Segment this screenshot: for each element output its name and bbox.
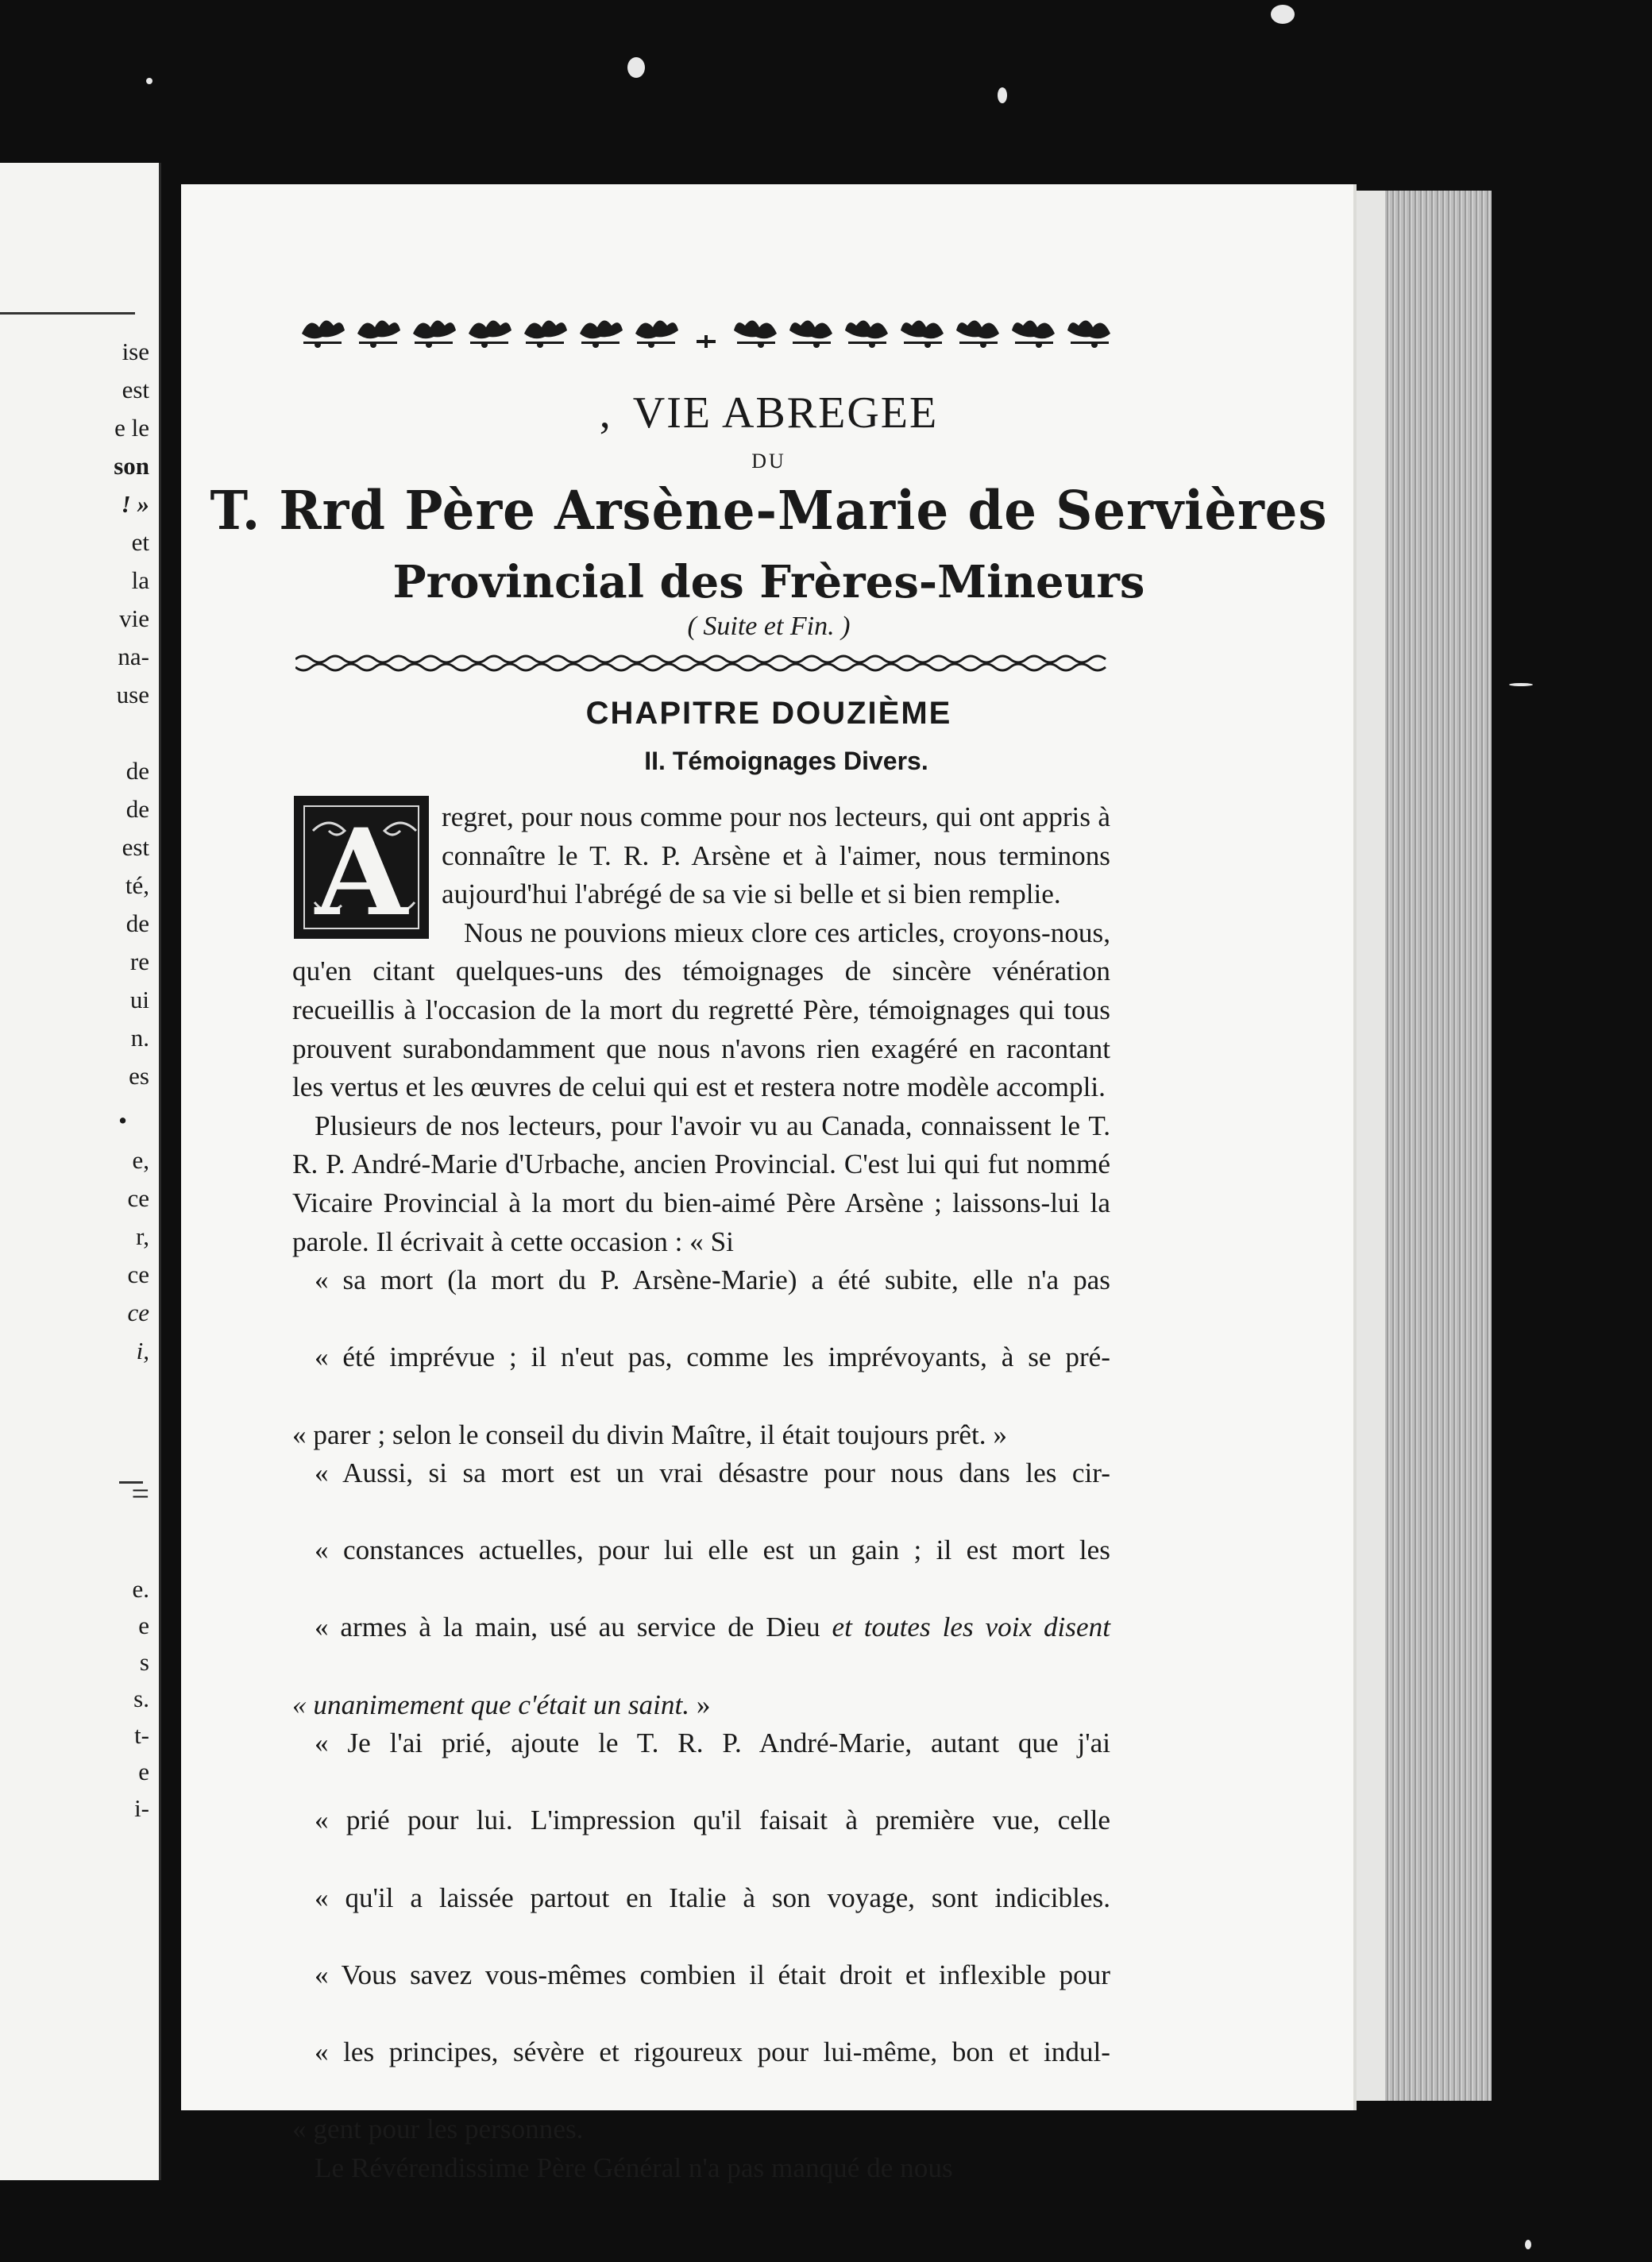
leaf-ornament xyxy=(956,320,999,348)
wavy-line-top xyxy=(295,656,1106,662)
leaf-ornament xyxy=(901,320,944,348)
quote-line: « Je l'ai prié, ajoute le T. R. P. André-Marie, autant que j'ai xyxy=(315,1727,1110,1759)
paragraph-text: Plusieurs de nos lecteurs, pour l'avoir vu au Canada, connaissent le T. R. P. André-Marie d'Urbache, ancien Provincial. C'est lui qui fut nommé Vicaire Provincial à la mort du bien-aimé Père Arsène ; laissons-lui la parole. Il écrivait à cette occasion : « Si xyxy=(292,1110,1110,1257)
left-page-fragment: ce xyxy=(127,1260,149,1288)
left-page-fragment: re xyxy=(129,948,149,975)
drop-cap-letter: A xyxy=(315,803,408,943)
quote-line: « été imprévue ; il n'eut pas, comme les imprévoyants, à se pré- xyxy=(315,1341,1110,1373)
leaf-ornament xyxy=(413,320,456,348)
page-edge-band xyxy=(1357,191,1385,2101)
paragraph: Le Révérendissime Père Général n'a pas manqué de nous xyxy=(315,2152,953,2183)
quote-line: « qu'il a laissée partout en Italie à son voyage, sont indicibles. xyxy=(315,1882,1110,1913)
left-page-fragment: use xyxy=(116,681,149,708)
chapter-title: CHAPITRE DOUZIÈME xyxy=(585,696,952,731)
left-page-fragment: et xyxy=(131,528,149,556)
leaf-ornament xyxy=(302,320,345,348)
subject-office: Provincial des Frères-Mineurs xyxy=(392,556,1145,608)
left-page-fragment: es xyxy=(129,1062,149,1090)
title-line xyxy=(181,388,1357,438)
left-page-fragment: de xyxy=(125,795,149,823)
leaf-ornament xyxy=(357,320,400,348)
left-page-fragment: n. xyxy=(130,1024,149,1052)
left-page-fragment: est xyxy=(122,376,149,403)
quote-line: « sa mort (la mort du P. Arsène-Marie) a été subite, elle n'a pas xyxy=(315,1264,1110,1296)
paragraph xyxy=(292,1107,1110,1454)
left-page-fragment: de xyxy=(125,909,149,937)
paragraph xyxy=(292,1724,1110,2149)
left-page-fragment: e le xyxy=(114,414,149,442)
quote-line xyxy=(292,1608,1110,1685)
left-page-fragment: e xyxy=(138,1612,149,1639)
drop-cap-space xyxy=(292,798,442,949)
quote-line: « parer ; selon le conseil du divin Maître, il était toujours prêt. » xyxy=(292,1419,1007,1450)
left-page-fragment: ise xyxy=(122,338,149,365)
left-page-fragment: té, xyxy=(125,871,149,899)
leaf-ornament xyxy=(1012,320,1055,348)
left-page-fragment: e, xyxy=(132,1146,149,1174)
quote-line: « constances actuelles, pour lui elle est un gain ; il est mort les xyxy=(315,1534,1110,1566)
continuation-note: ( Suite et Fin. ) xyxy=(687,612,851,641)
left-page-fragment: ui xyxy=(129,986,149,1013)
left-page-fragment: est xyxy=(122,833,149,861)
film-speck xyxy=(1509,683,1533,686)
leaf-ornament xyxy=(734,320,777,348)
leaf-ornament xyxy=(789,320,832,348)
quote-line xyxy=(292,1689,710,1720)
quote-line: « gent pour les personnes. xyxy=(292,2113,584,2145)
quote-line: « Aussi, si sa mort est un vrai désastre pour nous dans les cir- xyxy=(315,1457,1110,1489)
quote-text: » xyxy=(689,1689,711,1720)
film-speck xyxy=(627,57,645,78)
quote-line: « prié pour lui. L'impression qu'il faisait à première vue, celle xyxy=(315,1805,1110,1836)
left-page-fragment: i, xyxy=(136,1337,149,1365)
left-page-fragment: ce xyxy=(127,1299,149,1326)
left-page-fragment: s. xyxy=(133,1685,149,1712)
floral-ornament-band xyxy=(295,310,1114,354)
left-page-rule xyxy=(0,312,135,315)
left-page-fragment: vie xyxy=(119,604,149,632)
leaf-ornament xyxy=(524,320,567,348)
wavy-divider xyxy=(295,650,1114,677)
paragraph xyxy=(292,798,1110,914)
left-page-fragment: ! » xyxy=(121,490,149,518)
left-page-fragment: na- xyxy=(118,643,149,670)
wavy-line-bottom xyxy=(295,664,1106,670)
center-cross-ornament xyxy=(697,335,716,348)
paragraph: Nous ne pouvions mieux clore ces articles, croyons-nous, qu'en citant quelques-uns des témoignages de sincère vénération recueillis à l'occasion de la mort du regretté Père, témoignages qui tous prouvent surabondamment que nous n'avons rien exagéré en racontant les vertus et les œuvres de celui qui est et restera notre modèle accompli. xyxy=(292,917,1110,1103)
film-speck xyxy=(998,87,1007,103)
left-page-fragment: • xyxy=(118,1106,127,1134)
left-facing-page xyxy=(0,163,161,2180)
article-body xyxy=(292,798,1110,2187)
quote-line: « Vous savez vous-mêmes combien il était droit et inflexible pour xyxy=(315,1959,1110,1990)
left-page-fragment: r, xyxy=(136,1222,149,1250)
quote-emphasis: « unanimement que c'était un saint. xyxy=(292,1689,690,1720)
left-page-fragment: la xyxy=(131,566,149,594)
film-speck xyxy=(1271,5,1295,24)
left-page-fragment: e. xyxy=(132,1575,149,1603)
leaf-ornament xyxy=(580,320,623,348)
title-connector: DU xyxy=(751,450,786,473)
leaf-ornament xyxy=(635,320,678,348)
section-title: II. Témoignages Divers. xyxy=(644,747,928,775)
title-comma: , xyxy=(599,388,612,438)
paragraph xyxy=(292,1454,1110,1724)
film-speck xyxy=(1525,2240,1531,2249)
page-title: VIE ABREGEE xyxy=(632,388,939,438)
left-page-fragment: son xyxy=(114,452,149,480)
left-page-fragment: i- xyxy=(134,1794,149,1822)
left-page-fragment: = xyxy=(131,1476,149,1511)
left-page-fragment: ce xyxy=(127,1184,149,1212)
subject-name: T. Rrd Père Arsène-Marie de Servières xyxy=(210,480,1328,542)
quote-emphasis: et toutes les voix disent xyxy=(832,1612,1110,1643)
quote-line: « les principes, sévère et rigoureux pour lui-même, bon et indul- xyxy=(315,2036,1110,2067)
paragraph-text: regret, pour nous comme pour nos lecteurs, qui ont appris à connaître le T. R. P. Arsène et à l'aimer, nous terminons aujourd'hui l'abrégé de sa vie si belle et si bien remplie. xyxy=(442,801,1110,910)
book-page-edges xyxy=(1357,191,1492,2101)
leaf-ornament xyxy=(1067,320,1110,348)
left-page-fragment: s xyxy=(139,1648,149,1676)
leaf-ornament xyxy=(845,320,888,348)
film-speck xyxy=(146,78,152,84)
left-page-fragment: e xyxy=(138,1758,149,1785)
leaf-ornament xyxy=(469,320,511,348)
left-page-fragment: de xyxy=(125,757,149,785)
quote-text: « armes à la main, usé au service de Dieu xyxy=(315,1612,832,1643)
left-page-fragment: t- xyxy=(134,1721,149,1749)
